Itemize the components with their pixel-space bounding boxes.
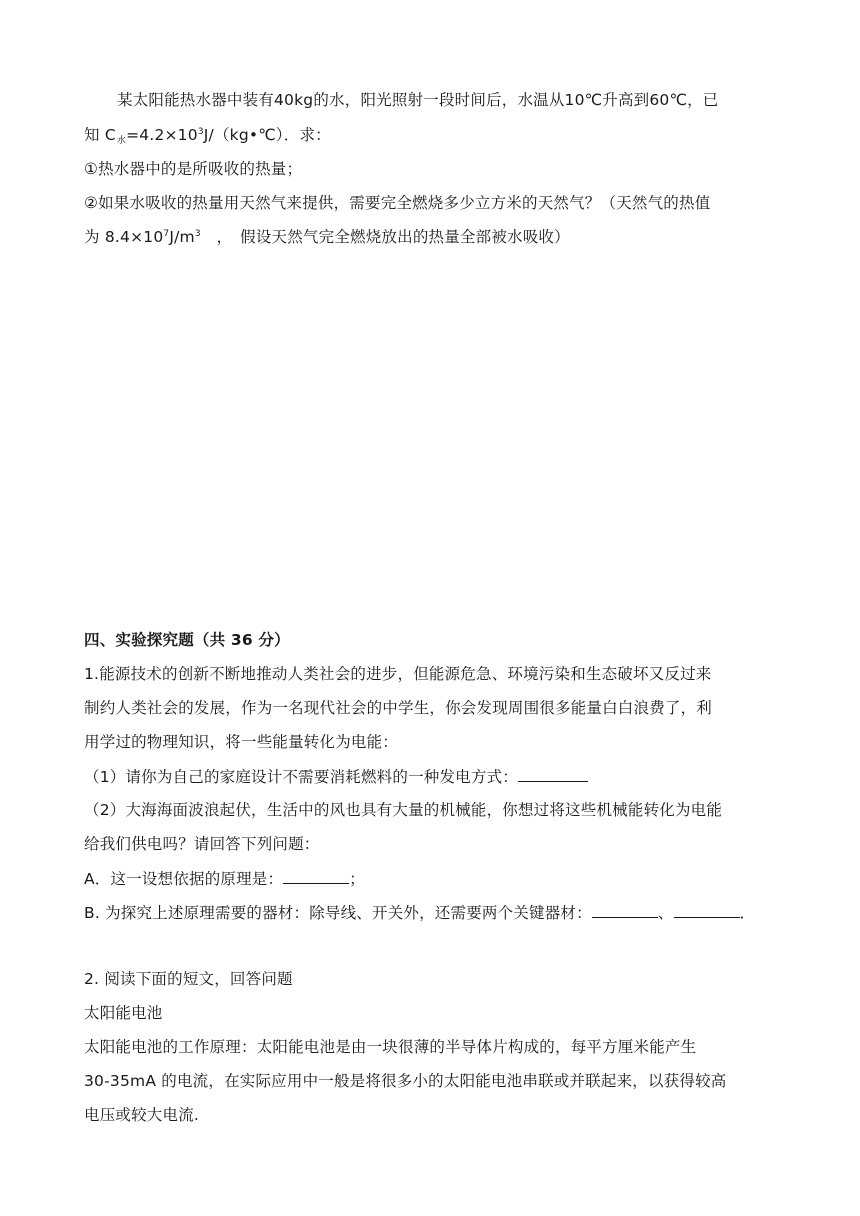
section-heading — [84, 629, 784, 651]
question-1 — [84, 158, 784, 180]
article-text: 电压或较大电流. — [84, 1106, 200, 1124]
article-line — [84, 1104, 784, 1126]
sub-question-2-text: （2）大海海面波浪起伏，生活中的风也具有大量的机械能，你想过将这些机械能转化为电能 — [84, 801, 723, 819]
c-symbol: 知 C — [84, 126, 116, 144]
answer-blank[interactable] — [283, 867, 349, 884]
assumption-text: ， 假设天然气完全燃烧放出的热量全部被水吸收） — [200, 228, 570, 246]
sub-question-2-line-2 — [84, 833, 784, 855]
article-line — [84, 1036, 784, 1058]
heat-unit: J/m — [169, 228, 195, 246]
answer-blank[interactable] — [592, 901, 658, 918]
option-a-text: A．这一设想依据的原理是： — [84, 870, 284, 888]
question-2-text: ②如果水吸收的热量用天然气来提供，需要完全燃烧多少立方米的天然气？（天然气的热值 — [84, 194, 711, 212]
question-2-line-1 — [84, 192, 784, 214]
heat-exponent: 7 — [163, 229, 170, 239]
article-title-text: 太阳能电池 — [84, 1004, 163, 1022]
answer-blank[interactable] — [674, 901, 740, 918]
problem-text-line-1 — [117, 89, 817, 111]
c-subscript: 水 — [116, 136, 127, 146]
sub-question-2-text: 给我们供电吗？请回答下列问题： — [84, 835, 320, 853]
heat-value: 为 8.4×10 — [84, 228, 164, 246]
c-exponent: 3 — [197, 127, 204, 137]
question-2-intro-text: 2. 阅读下面的短文，回答问题 — [84, 970, 293, 988]
sub-question-1 — [84, 765, 784, 788]
punctuation: 、 — [657, 904, 674, 922]
sub-question-2-line-1 — [84, 799, 784, 821]
unit-exponent: 3 — [194, 229, 201, 239]
option-b — [84, 901, 784, 924]
question-1-text: ①热水器中的是所吸收的热量； — [84, 160, 303, 178]
question-2-intro — [84, 968, 784, 990]
question-2-line-2 — [84, 226, 784, 251]
option-b-text: B. 为探究上述原理需要的器材：除导线、开关外，还需要两个关键器材： — [84, 904, 592, 922]
c-unit: J/（kg•℃）．求： — [203, 126, 331, 144]
c-value: =4.2×10 — [126, 126, 198, 144]
problem-text-line-2 — [84, 124, 784, 149]
punctuation: ； — [349, 870, 365, 888]
article-text: 30-35mA 的电流，在实际应用中一般是将很多小的太阳能电池串联或并联起来，以获得较高 — [84, 1072, 727, 1090]
article-title — [84, 1002, 784, 1024]
article-text: 太阳能电池的工作原理：太阳能电池是由一块很薄的半导体片构成的，每平方厘米能产生 — [84, 1038, 697, 1056]
answer-blank[interactable] — [518, 765, 588, 782]
paragraph-line — [84, 663, 784, 685]
paragraph-line — [84, 731, 784, 753]
option-a — [84, 867, 784, 890]
sub-question-1-text: （1）请你为自己的家庭设计不需要消耗燃料的一种发电方式： — [84, 768, 518, 786]
article-line — [84, 1070, 784, 1092]
section-heading-text: 四、实验探究题（共 36 分） — [84, 631, 290, 649]
paragraph-line — [84, 697, 784, 719]
paragraph-text: 1.能源技术的创新不断地推动人类社会的进步，但能源危急、环境污染和生态破坏又反过来 — [84, 665, 712, 683]
problem-text: 某太阳能热水器中装有40kg的水，阳光照射一段时间后，水温从10℃升高到60℃，已 — [117, 91, 719, 109]
paragraph-text: 用学过的物理知识，将一些能量转化为电能： — [84, 733, 399, 751]
punctuation: ． — [739, 904, 756, 922]
paragraph-text: 制约人类社会的发展，作为一名现代社会的中学生，你会发现周围很多能量白白浪费了，利 — [84, 699, 713, 717]
